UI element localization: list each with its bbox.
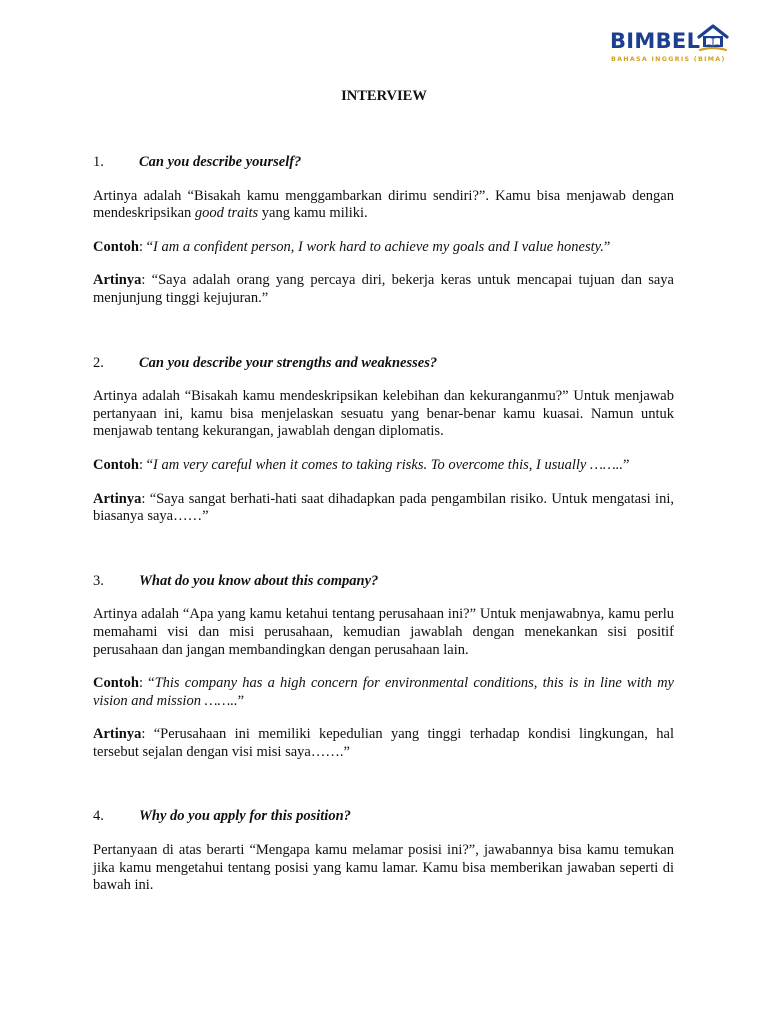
explanation-paragraph: [93, 606, 674, 659]
question-heading: [93, 573, 674, 591]
document-title: INTERVIEW: [341, 88, 427, 104]
translation-label: Artinya: [93, 272, 142, 289]
question-number: 4.: [93, 808, 104, 825]
translation-text: : “Perusahaan ini memiliki kepedulian yang tinggi terhadap kondisi lingkungan, hal tersebut sejalan dengan visi misi saya…….”: [93, 726, 674, 760]
document-body: [93, 154, 674, 942]
example-open-quote: : “: [138, 456, 154, 473]
example-label: Contoh: [93, 675, 139, 692]
explanation-text: Artinya adalah “Bisakah kamu menggambarkan dirimu sendiri?”. Kamu bisa menjawab dengan mendeskripsikan: [93, 187, 674, 222]
translation-text: : “Saya sangat berhati-hati saat dihadapkan pada pengambilan risiko. Untuk mengatasi ini, biasanya saya……”: [93, 490, 674, 525]
bimbel-logo: [608, 24, 734, 68]
explanation-paragraph: [93, 188, 674, 223]
question-section-4: [93, 808, 674, 894]
question-section-1: [93, 154, 674, 308]
explanation-paragraph: [93, 842, 674, 895]
question-heading: [93, 154, 674, 172]
translation-paragraph: [93, 272, 674, 307]
example-paragraph: [93, 675, 674, 710]
example-text: I am very careful when it comes to taking risks. To overcome this, I usually ……..: [153, 456, 624, 473]
explanation-text: Pertanyaan di atas berarti “Mengapa kamu melamar posisi ini?”, jawabannya bisa kamu temukan jika kamu mengetahui tentang posisi yang kamu lamar. Kamu bisa memberikan jawaban seperti di bawah ini.: [93, 842, 674, 894]
example-close-quote: ”: [237, 692, 245, 709]
example-close-quote: ”: [603, 238, 611, 255]
translation-label: Artinya: [93, 726, 142, 743]
question-text: Can you describe yourself?: [139, 154, 302, 170]
logo-subtitle: BAHASA INGGRIS (BIMA): [611, 56, 726, 63]
explanation-text: Artinya adalah “Apa yang kamu ketahui tentang perusahaan ini?” Untuk menjawabnya, kamu perlu memahami visi dan misi perusahaan, kemudian jawablah dengan menekankan sisi positif perusahaan dan jangan membandingkan dengan perusahaan lain.: [93, 606, 674, 658]
explanation-text: Artinya adalah “Bisakah kamu mendeskripsikan kelebihan dan kekuranganmu?” Untuk menjawab pertanyaan ini, kamu bisa menjelaskan sesuatu yang benar-benar kamu kuasai. Namun untuk menjawab tentang kekurangan, jawablah dengan diplomatis.: [93, 388, 674, 440]
logo-wordmark: BIMBEL: [610, 29, 701, 53]
house-book-icon: [696, 24, 730, 54]
question-number: 3.: [93, 572, 104, 589]
explanation-text-end: yang kamu miliki.: [258, 205, 368, 222]
question-text: Why do you apply for this position?: [139, 808, 351, 825]
example-paragraph: [93, 239, 674, 257]
example-label: Contoh: [93, 456, 139, 473]
example-paragraph: [93, 457, 674, 475]
question-heading: [93, 808, 674, 826]
translation-label: Artinya: [93, 490, 142, 507]
question-text: Can you describe your strengths and weaknesses?: [139, 354, 438, 371]
example-text: This company has a high concern for environmental conditions, this is in line with my vision and mission ……..: [93, 675, 674, 709]
question-heading: [93, 355, 674, 373]
question-section-2: [93, 355, 674, 526]
translation-paragraph: [93, 491, 674, 526]
example-open-quote: : “: [138, 238, 154, 255]
example-text: I am a confident person, I work hard to achieve my goals and I value honesty.: [153, 238, 604, 255]
translation-text: : “Saya adalah orang yang percaya diri, bekerja keras untuk mencapai tujuan dan saya menjunjung tinggi kejujuran.”: [93, 272, 674, 306]
example-open-quote: : “: [138, 675, 155, 692]
explanation-emphasis: good traits: [194, 205, 259, 222]
question-number: 1.: [93, 154, 104, 170]
question-number: 2.: [93, 354, 104, 371]
example-label: Contoh: [93, 238, 139, 255]
example-close-quote: ”: [623, 456, 630, 473]
question-text: What do you know about this company?: [139, 572, 379, 589]
question-section-3: [93, 573, 674, 762]
explanation-paragraph: [93, 388, 674, 441]
translation-paragraph: [93, 726, 674, 761]
